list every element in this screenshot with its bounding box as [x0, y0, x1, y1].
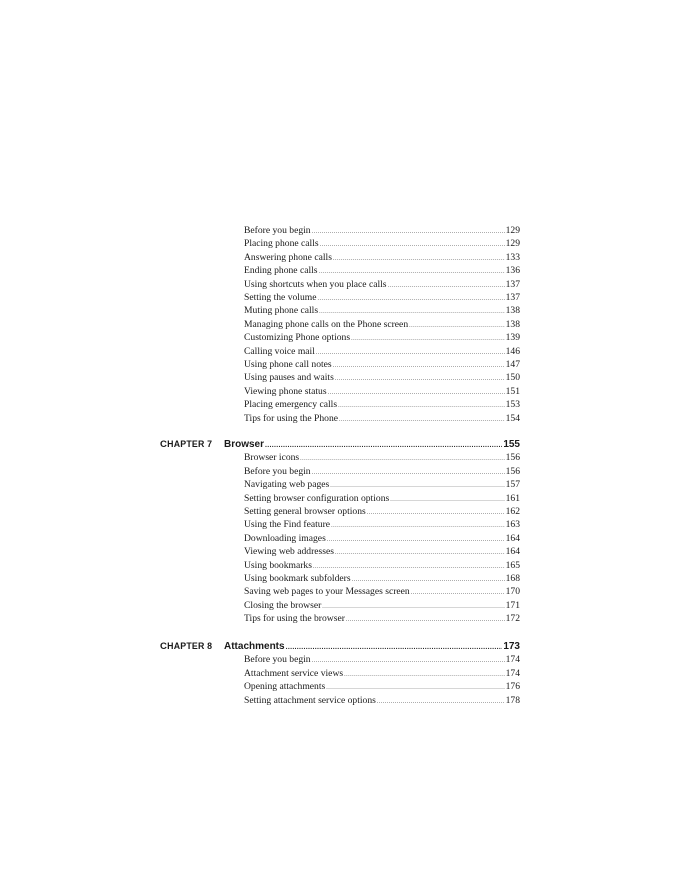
- toc-entry-title: Browser icons: [244, 452, 300, 464]
- toc-entry-page: 138: [505, 318, 520, 330]
- toc-entry[interactable]: [244, 585, 520, 598]
- toc-entry-page: 136: [505, 265, 520, 277]
- toc-entry-page: 164: [505, 532, 520, 544]
- toc-entry[interactable]: [244, 371, 520, 384]
- chapter-8-label: CHAPTER 8: [160, 641, 213, 652]
- toc-entry-page: 170: [505, 586, 520, 598]
- toc-entry-title: Viewing phone status: [244, 385, 327, 397]
- dot-leader: [286, 641, 503, 654]
- toc-entry[interactable]: [244, 545, 520, 558]
- toc-entry-title: Before you begin: [244, 654, 311, 666]
- toc-entry-title: Saving web pages to your Messages screen: [244, 586, 410, 598]
- toc-entry-page: 129: [505, 225, 520, 236]
- toc-entry[interactable]: [244, 345, 520, 358]
- toc-entry-page: 133: [505, 251, 520, 263]
- toc-entry-title: Downloading images: [244, 532, 326, 544]
- toc-entry[interactable]: [244, 680, 520, 693]
- toc-entry-title: Using shortcuts when you place calls: [244, 278, 387, 290]
- toc-entry-page: 138: [505, 305, 520, 317]
- chapter-title: Attachments: [224, 641, 285, 652]
- toc-entry-title: Managing phone calls on the Phone screen: [244, 318, 409, 330]
- toc-entry-title: Setting the volume: [244, 292, 317, 303]
- toc-entry-page: 150: [505, 372, 520, 384]
- toc-entry[interactable]: [244, 331, 520, 344]
- toc-entry[interactable]: [244, 653, 520, 666]
- toc-entry[interactable]: [244, 572, 520, 585]
- toc-entry-title: Opening attachments: [244, 681, 326, 693]
- toc-entry-page: 174: [505, 667, 520, 679]
- chapter-7-label: CHAPTER 7: [160, 439, 213, 450]
- toc-entry-page: 172: [505, 613, 520, 625]
- toc-entry[interactable]: [244, 559, 520, 572]
- toc-entry-page: 164: [505, 546, 520, 558]
- toc-entry-page: 156: [505, 465, 520, 477]
- toc-entry[interactable]: [244, 599, 520, 612]
- toc-entry-title: Tips for using the browser: [244, 613, 345, 625]
- toc-entry[interactable]: [244, 278, 520, 291]
- toc-entry-page: 171: [505, 599, 520, 611]
- toc-entry[interactable]: [244, 398, 520, 411]
- toc-entry-page: 157: [505, 479, 520, 491]
- toc-entry-title: Before you begin: [244, 225, 311, 236]
- toc-entry-page: 146: [505, 345, 520, 357]
- toc-entry-title: Answering phone calls: [244, 251, 332, 263]
- toc-entry-page: 178: [505, 694, 520, 706]
- chapter-7-heading[interactable]: [224, 438, 520, 451]
- toc-entry[interactable]: [244, 318, 520, 331]
- dot-leader: [346, 614, 505, 627]
- toc-entry-title: Navigating web pages: [244, 479, 330, 491]
- toc-entry-page: 174: [505, 654, 520, 666]
- toc-entry-title: Ending phone calls: [244, 265, 318, 277]
- toc-entry[interactable]: [244, 224, 520, 237]
- toc-entry-title: Using bookmark subfolders: [244, 573, 351, 584]
- dot-leader: [339, 414, 505, 427]
- toc-entry-title: Placing phone calls: [244, 238, 319, 250]
- toc-entry[interactable]: [244, 451, 520, 464]
- toc-entry-page: 129: [505, 238, 520, 250]
- toc-entry-page: 161: [505, 492, 520, 504]
- toc-entry-title: Before you begin: [244, 465, 311, 477]
- toc-entry-page: 156: [505, 452, 520, 464]
- toc-entry-page: 137: [505, 292, 520, 303]
- toc-entry[interactable]: [244, 478, 520, 491]
- toc-entry[interactable]: [244, 304, 520, 317]
- toc-entry-title: Tips for using the Phone: [244, 412, 338, 424]
- toc-entry[interactable]: [244, 264, 520, 277]
- toc-entry[interactable]: [244, 385, 520, 398]
- toc-entry[interactable]: [244, 465, 520, 478]
- toc-entry[interactable]: [244, 237, 520, 250]
- toc-entry-page: 168: [505, 573, 520, 584]
- toc-entry-page: 137: [505, 278, 520, 290]
- toc-entry-title: Placing emergency calls: [244, 399, 338, 411]
- chapter-title: Browser: [224, 439, 265, 450]
- toc-entry-page: 147: [505, 359, 520, 370]
- toc-entry-page: 165: [505, 559, 520, 571]
- toc-entry-title: Viewing web addresses: [244, 546, 335, 558]
- chapter-8-heading[interactable]: [224, 640, 520, 653]
- toc-entry-title: Closing the browser: [244, 599, 322, 611]
- toc-entry[interactable]: [244, 358, 520, 371]
- toc-entry-title: Using the Find feature: [244, 519, 331, 531]
- toc-entry-page: 176: [505, 681, 520, 693]
- chapter-page: 173: [503, 641, 520, 652]
- toc-entry-title: Customizing Phone options: [244, 332, 351, 344]
- toc-entry[interactable]: [244, 518, 520, 531]
- toc-entry-title: Using phone call notes: [244, 359, 332, 370]
- toc-entry-title: Using bookmarks: [244, 559, 312, 571]
- toc-entry[interactable]: [244, 612, 520, 625]
- toc-entry-title: Setting general browser options: [244, 506, 366, 517]
- toc-entry-title: Using pauses and waits: [244, 372, 334, 384]
- toc-entry-page: 151: [505, 385, 520, 397]
- toc-entry[interactable]: [244, 492, 520, 505]
- toc-entry-title: Attachment service views: [244, 667, 344, 679]
- toc-entry[interactable]: [244, 667, 520, 680]
- toc-entry-page: 139: [505, 332, 520, 344]
- toc-entry-page: 154: [505, 412, 520, 424]
- dot-leader: [377, 696, 505, 709]
- toc-entry[interactable]: [244, 694, 520, 707]
- toc-entry-page: 162: [505, 506, 520, 517]
- toc-entry[interactable]: [244, 505, 520, 518]
- toc-entry-page: 163: [505, 519, 520, 531]
- toc-entry-title: Calling voice mail: [244, 345, 315, 357]
- dot-leader: [265, 439, 502, 452]
- toc-entry[interactable]: [244, 412, 520, 425]
- toc-entry[interactable]: [244, 291, 520, 304]
- chapter-page: 155: [503, 439, 520, 450]
- toc-entry-title: Setting attachment service options: [244, 694, 376, 706]
- toc-entry-title: Setting browser configuration options: [244, 492, 390, 504]
- toc-entry-title: Muting phone calls: [244, 305, 319, 317]
- toc-entry[interactable]: [244, 532, 520, 545]
- toc-entry-page: 153: [505, 399, 520, 411]
- toc-entry[interactable]: [244, 251, 520, 264]
